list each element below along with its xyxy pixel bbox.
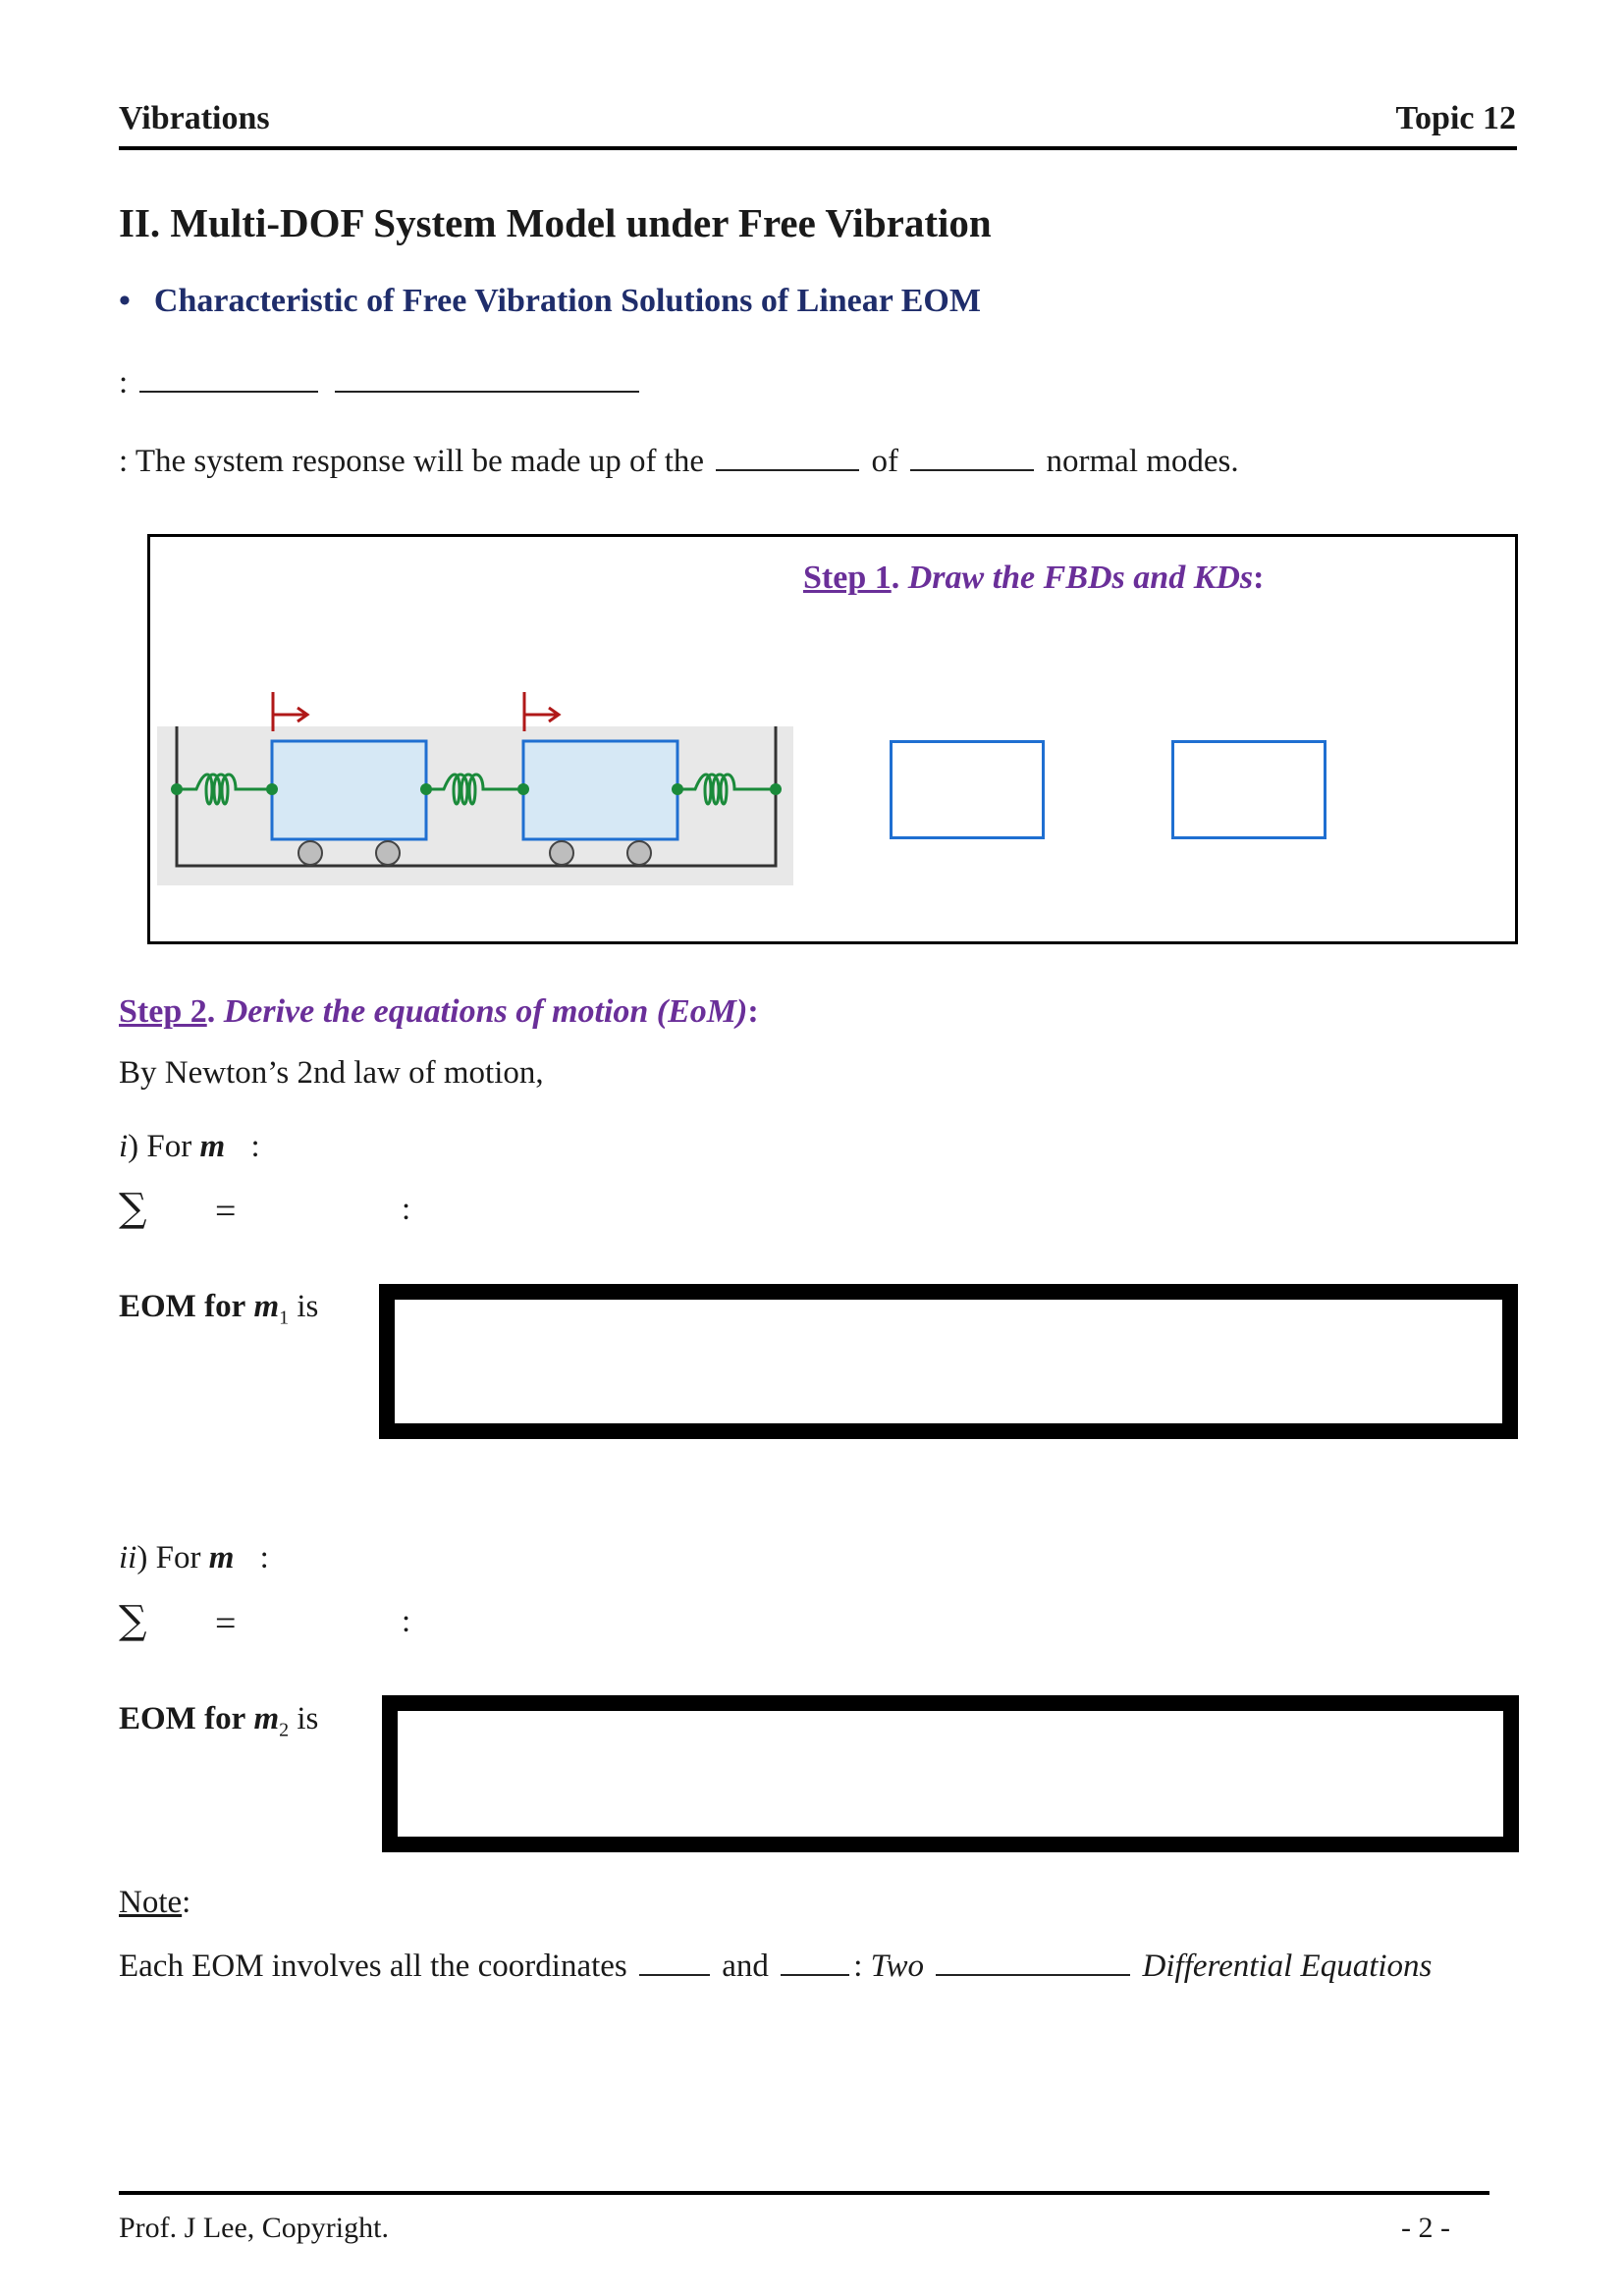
sum-colon-1: :	[402, 1192, 411, 1227]
case-1-paren: )	[128, 1129, 139, 1164]
note-colon2: :	[853, 1949, 863, 1984]
case-1-colon: :	[250, 1129, 260, 1164]
step2-dot: .	[206, 993, 216, 1030]
equals-1: =	[215, 1191, 237, 1232]
blank-note-2[interactable]	[781, 1947, 849, 1976]
blank-note-3[interactable]	[936, 1947, 1130, 1976]
note-two: Two	[870, 1949, 925, 1984]
case-2-num: ii	[119, 1540, 137, 1575]
case-2-line	[119, 1540, 269, 1576]
header-left: Vibrations	[119, 100, 270, 136]
blank-1a[interactable]	[139, 363, 318, 393]
eom-2-text: EOM for	[119, 1701, 246, 1736]
sum-forces-2	[119, 1598, 433, 1647]
mass-1	[272, 741, 426, 839]
line1-prefix: :	[119, 365, 129, 400]
case-1-mass: m	[199, 1129, 226, 1164]
step1-label: Step 1	[803, 560, 892, 596]
step2-label: Step 2	[119, 993, 207, 1030]
step1-text: Draw the FBDs and KDs	[907, 560, 1254, 596]
spring-node	[517, 783, 529, 795]
blank-2a[interactable]	[716, 442, 859, 471]
case-1-for: For	[146, 1129, 192, 1164]
response-part-a: : The system response will be made up of the	[119, 444, 705, 479]
eom-2-answer-box[interactable]	[382, 1695, 1519, 1852]
response-line	[119, 442, 1239, 480]
bullet-icon: •	[119, 283, 131, 319]
wheel	[550, 841, 573, 865]
sum-colon-2: :	[402, 1604, 411, 1639]
spring-node	[420, 783, 432, 795]
case-2-mass: m	[208, 1540, 235, 1575]
eom-2-label	[119, 1701, 318, 1742]
sum-forces-1	[119, 1186, 433, 1235]
eom-2-sub: 2	[279, 1719, 290, 1741]
blank-2b[interactable]	[910, 442, 1034, 471]
blank-line-1	[119, 363, 643, 401]
note-diff: Differential Equations	[1142, 1949, 1433, 1984]
note-heading	[119, 1885, 190, 1921]
step1-heading	[803, 560, 1264, 597]
note-label: Note	[119, 1885, 183, 1920]
section-title: II. Multi-DOF System Model under Free Vibration	[119, 200, 992, 245]
spring-node	[770, 783, 782, 795]
header-rule	[119, 146, 1517, 150]
note-and: and	[722, 1949, 769, 1984]
header-right: Topic 12	[1395, 100, 1516, 136]
response-part-b: of	[871, 444, 899, 479]
step2-text: Derive the equations of motion (EoM)	[223, 993, 748, 1030]
case-2-for: For	[155, 1540, 201, 1575]
eom-1-text: EOM for	[119, 1289, 246, 1324]
spring-node	[266, 783, 278, 795]
footer-left: Prof. J Lee, Copyright.	[119, 2212, 389, 2244]
note-colon: :	[182, 1885, 191, 1920]
eom-2-mass: m	[253, 1701, 280, 1736]
sigma-2: ∑	[119, 1598, 147, 1643]
footer-rule	[119, 2191, 1489, 2195]
step2-heading	[119, 993, 759, 1031]
two-dof-system-diagram	[157, 687, 795, 893]
footer-page-number: - 2 -	[1401, 2212, 1450, 2244]
ground-background	[157, 726, 793, 885]
wheel	[627, 841, 651, 865]
step1-dot: .	[891, 560, 900, 596]
displacement-arrow-1	[273, 692, 307, 731]
bullet-item	[119, 283, 981, 320]
eom-1-label	[119, 1289, 318, 1330]
note-line	[119, 1947, 1432, 1985]
note-part-a: Each EOM involves all the coordinates	[119, 1949, 627, 1984]
fbd-box-1[interactable]	[890, 740, 1045, 839]
newton-line: By Newton’s 2nd law of motion,	[119, 1055, 544, 1091]
eom-2-is: is	[297, 1701, 319, 1736]
case-1-num: i	[119, 1129, 129, 1164]
bullet-text: Characteristic of Free Vibration Solutions of Linear EOM	[153, 283, 981, 319]
eom-1-answer-box[interactable]	[379, 1284, 1518, 1439]
step2-colon: :	[747, 993, 759, 1030]
step1-colon: :	[1253, 560, 1265, 596]
response-part-c: normal modes.	[1046, 444, 1239, 479]
case-1-line	[119, 1129, 260, 1165]
blank-1b[interactable]	[335, 363, 639, 393]
eom-1-is: is	[297, 1289, 319, 1324]
wheel	[298, 841, 322, 865]
case-2-paren: )	[136, 1540, 148, 1575]
fbd-box-2[interactable]	[1171, 740, 1326, 839]
blank-note-1[interactable]	[639, 1947, 710, 1976]
spring-node	[672, 783, 683, 795]
sigma-1: ∑	[119, 1186, 147, 1231]
mass-2	[523, 741, 677, 839]
case-2-colon: :	[259, 1540, 269, 1575]
eom-1-mass: m	[253, 1289, 280, 1324]
spring-node	[171, 783, 183, 795]
equals-2: =	[215, 1603, 237, 1644]
displacement-arrow-2	[524, 692, 559, 731]
eom-1-sub: 1	[279, 1307, 290, 1329]
wheel	[376, 841, 400, 865]
